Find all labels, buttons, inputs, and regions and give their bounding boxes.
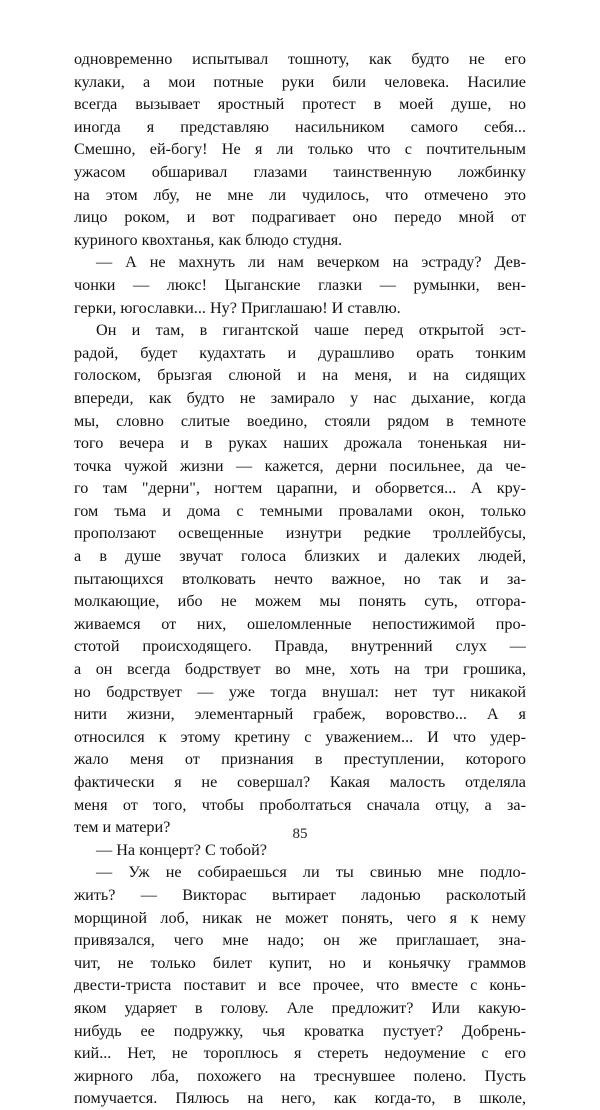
text-line: ужасом обшаривал глазами таинственную ложбинку (74, 162, 526, 181)
text-line: голоском, брызгая слюной и на меня, и на сидящих (74, 366, 526, 385)
text-line: нити жизни, элементарный грабеж, воровство... А я (74, 705, 526, 724)
text-line: того вечера и в руках наших дрожала тоненькая ни- (74, 434, 526, 453)
text-line: го там "дерни", ногтем царапни, и оборвется... А кру- (74, 479, 526, 498)
text-line: жить? — Викторас вытирает ладонью расколотый (74, 885, 526, 904)
text-line: но бодрствует — уже тогда внушал: нет тут никакой (74, 682, 526, 701)
text-line: двести-триста поставит и все прочее, что вместе с конь- (74, 976, 526, 995)
text-line: Смешно, ей-богу! Не я ли только что с почтительным (74, 140, 526, 159)
text-line: помучается. Пялюсь на него, как когда-то, в школе, (74, 1089, 526, 1108)
text-line: одновременно испытывал тошноту, как будто не его (74, 50, 526, 68)
text-line: кий... Нет, не тороплюсь я стереть недоумение с его (74, 1044, 526, 1063)
text-line: стотой происходящего. Правда, внутренний слух — (74, 637, 526, 656)
text-line: а в душе звучат голоса близких и далеких людей, (74, 547, 526, 566)
text-line: меня от того, чтобы проболтаться сначала отцу, а за- (74, 795, 526, 814)
text-line: иногда я представляю насильником самого себя... (74, 117, 526, 136)
text-line: чит, не только билет купит, но и коньячку граммов (74, 953, 526, 972)
text-line: жирного лба, похожего на треснувшее полено. Пусть (74, 1066, 526, 1085)
text-line: радой, будет кудахтать и дурашливо орать тонким (74, 343, 526, 362)
text-line: мы, словно слитые воедино, стояли рядом в темноте (74, 411, 526, 430)
page-number: 85 (292, 826, 308, 842)
text-line: яком ударяет в голову. Але предложит? Или какую- (74, 998, 526, 1017)
text-line: на этом лбу, не мне ли чудилось, что отмечено это (74, 185, 526, 204)
text-line: — На концерт? С тобой? (96, 840, 267, 859)
text-line: а он всегда бодрствует во мне, хоть на три грошика, (74, 660, 526, 679)
text-line: всегда вызывает яростный протест в моей душе, но (74, 95, 526, 114)
text-line: тем и матери? (74, 818, 171, 837)
text-line: жало меня от признания в преступлении, которого (74, 750, 526, 769)
text-line: привязался, чего мне надо; он же приглашает, зна- (74, 931, 526, 950)
text-line: кулаки, а мои потные руки били человека. Насилие (74, 72, 526, 91)
text-line: герки, югославки... Ну? Приглашаю! И ставлю. (74, 298, 401, 317)
text-line: чонки — люкс! Цыганские глазки — румынки, вен- (74, 275, 526, 294)
book-page-text (74, 48, 526, 1110)
text-line: точка чужой жизни — кажется, дерни посильнее, да че- (74, 456, 526, 475)
text-line: куриного квохтанья, как блюдо студня. (74, 230, 343, 249)
text-line: фактически я не совершал? Какая малость отделяла (74, 773, 526, 791)
text-line: — А не махнуть ли нам вечерком на эстраду? Дев- (96, 253, 526, 272)
text-line: живаемся от них, ошеломленные непостижимой про- (74, 614, 526, 633)
text-line: лицо роком, и вот подрагивает оно передо мной от (74, 208, 526, 227)
text-line: — Уж не собираешься ли ты свинью мне подло- (96, 863, 526, 882)
text-line: морщиной лоб, никак не может понять, чего я к нему (74, 908, 526, 927)
text-line: Он и там, в гигантской чаше перед открытой эст- (96, 321, 526, 340)
text-line: пытающихся втолковать нечто важное, но так и за- (74, 569, 526, 588)
text-line: нибудь ее подружку, чья кроватка пустует? Добрень- (74, 1021, 526, 1040)
text-line: молкающие, ибо не можем мы понять суть, отгора- (74, 592, 526, 611)
text-line: впереди, как будто не замирало у нас дыхание, когда (74, 388, 526, 407)
text-line: относился к этому кретину с уважением... И что удер- (74, 727, 526, 746)
text-line: гом тьма и дома с темными провалами окон, только (74, 501, 526, 520)
text-line: проползают освещенные изнутри редкие троллейбусы, (74, 524, 526, 543)
